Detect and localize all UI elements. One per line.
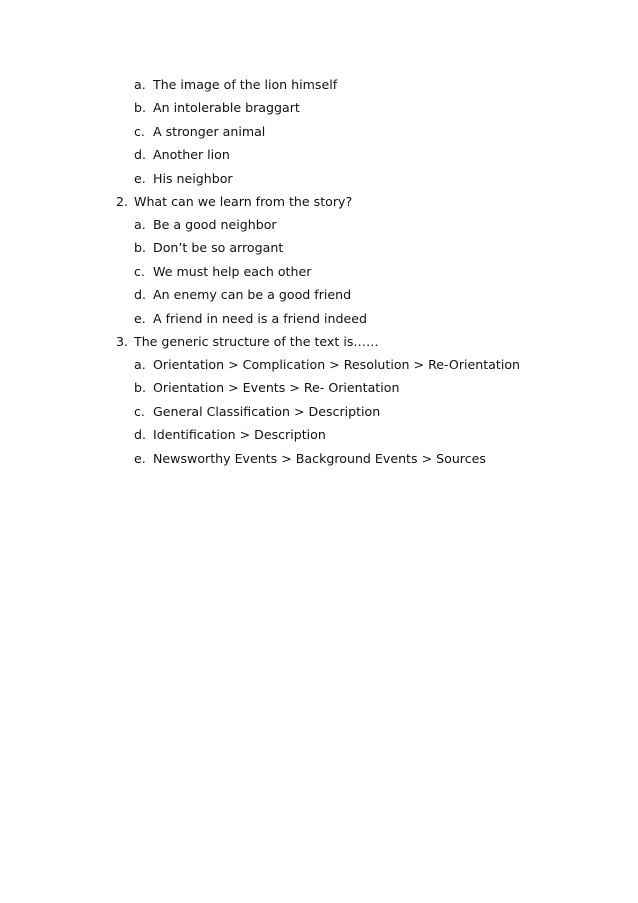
option-3a [134, 357, 520, 373]
option-2e [134, 311, 367, 327]
option-2d [134, 287, 351, 303]
option-letter: a. [134, 217, 146, 232]
question-3 [116, 334, 379, 350]
option-letter: b. [134, 100, 146, 115]
option-letter: c. [134, 124, 145, 139]
option-3b [134, 380, 399, 396]
option-3d [134, 427, 326, 443]
option-letter: b. [134, 240, 146, 255]
option-1c [134, 124, 265, 140]
option-text: An intolerable braggart [153, 100, 300, 115]
option-letter: d. [134, 427, 146, 442]
option-text: Identification > Description [153, 427, 326, 442]
option-text: Another lion [153, 147, 230, 162]
option-text: We must help each other [153, 264, 312, 279]
option-1e [134, 171, 233, 187]
option-letter: c. [134, 404, 145, 419]
option-2b [134, 240, 283, 256]
option-2c [134, 264, 311, 280]
option-2a [134, 217, 277, 233]
question-text: What can we learn from the story? [134, 194, 353, 209]
question-text: The generic structure of the text is…… [134, 334, 379, 349]
question-2 [116, 194, 352, 210]
question-number: 2. [116, 194, 129, 209]
option-letter: b. [134, 380, 146, 395]
option-text: A stronger animal [153, 124, 266, 139]
option-text: Don’t be so arrogant [153, 240, 284, 255]
option-text: An enemy can be a good friend [153, 287, 352, 302]
option-text: His neighbor [153, 171, 233, 186]
option-text: Orientation > Events > Re- Orientation [153, 380, 400, 395]
option-text: Be a good neighbor [153, 217, 277, 232]
option-letter: d. [134, 287, 146, 302]
option-letter: e. [134, 171, 146, 186]
option-letter: e. [134, 451, 146, 466]
option-text: Orientation > Complication > Resolution > Re-Orientation [153, 357, 521, 372]
option-3c [134, 404, 380, 420]
option-text: The image of the lion himself [153, 77, 338, 92]
option-1d [134, 147, 230, 163]
option-1b [134, 100, 300, 116]
option-letter: c. [134, 264, 145, 279]
question-number: 3. [116, 334, 129, 349]
option-text: A friend in need is a friend indeed [153, 311, 368, 326]
option-1a [134, 77, 337, 93]
option-letter: d. [134, 147, 146, 162]
option-letter: e. [134, 311, 146, 326]
option-letter: a. [134, 357, 146, 372]
option-text: General Classification > Description [153, 404, 381, 419]
option-text: Newsworthy Events > Background Events > Sources [153, 451, 486, 466]
option-3e [134, 451, 486, 467]
option-letter: a. [134, 77, 146, 92]
